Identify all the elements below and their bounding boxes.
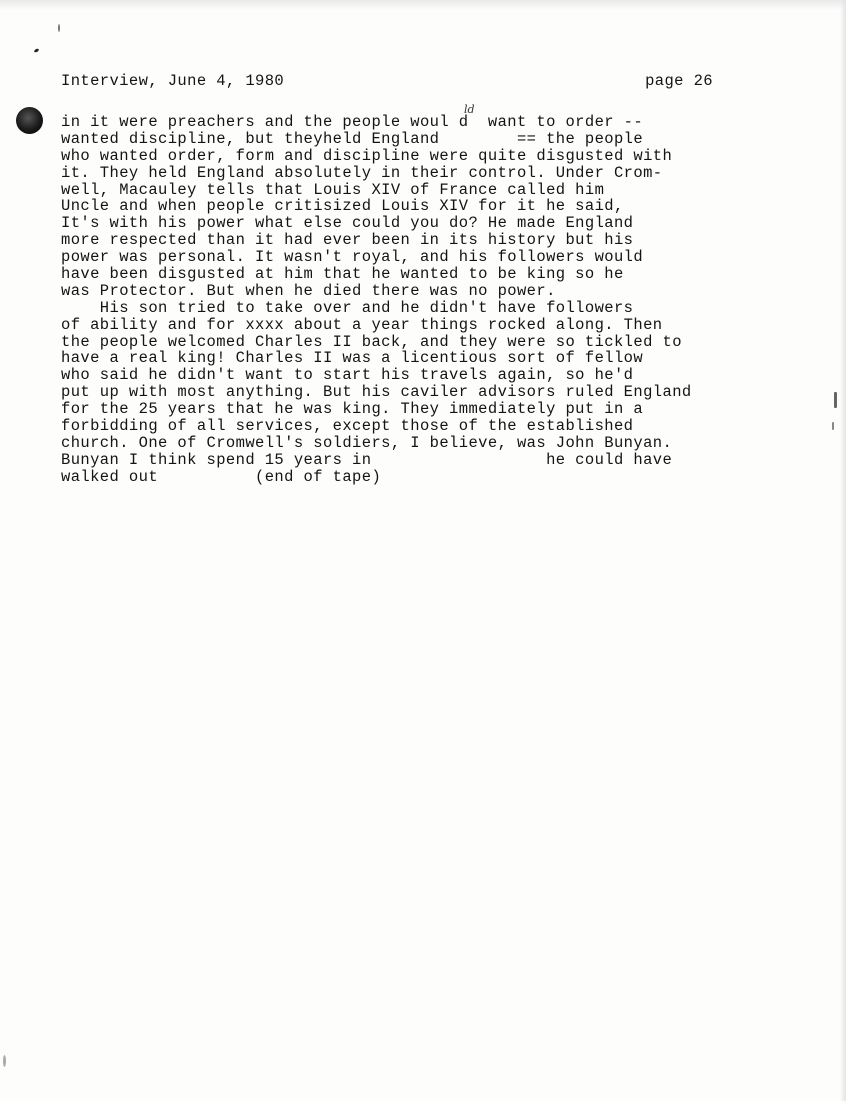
- transcript-line: who wanted order, form and discipline were quite disgusted with: [61, 146, 673, 165]
- transcript-line: it. They held England absolutely in their control. Under Crom-: [61, 163, 663, 182]
- transcript-line: in it were preachers and the people woul d want to order --: [61, 113, 644, 131]
- ink-speck: [3, 1055, 6, 1067]
- ink-speck: [58, 24, 60, 32]
- interview-date: Interview, June 4, 1980: [61, 72, 285, 90]
- transcript-line: Uncle and when people critisized Louis XIV for it he said,: [61, 197, 624, 216]
- handwritten-correction: ld: [464, 103, 475, 116]
- hole-punch-mark: [16, 107, 43, 134]
- transcript-line: was Protector. But when he died there was no power.: [61, 281, 556, 300]
- transcript-line: walked out (end of tape): [61, 467, 382, 486]
- transcript-body: [61, 114, 741, 486]
- transcript-line: have been disgusted at him that he wanted to be king so he: [61, 265, 624, 284]
- scan-edge-top: [0, 0, 846, 10]
- transcript-line: power was personal. It wasn't royal, and his followers would: [61, 248, 644, 267]
- transcript-line: more respected than it had ever been in its history but his: [61, 231, 634, 250]
- transcript-line: It's with his power what else could you do? He made England: [61, 214, 634, 233]
- scan-edge-right: [840, 0, 846, 1101]
- transcript-line: His son tried to take over and he didn't have followers: [61, 298, 634, 317]
- ink-speck: [834, 392, 837, 408]
- transcript-line: for the 25 years that he was king. They immediately put in a: [61, 400, 644, 419]
- transcript-line: of ability and for xxxx about a year things rocked along. Then: [61, 315, 663, 334]
- page-number: page 26: [645, 72, 713, 90]
- ink-speck: [34, 48, 40, 53]
- transcript-line: the people welcomed Charles II back, and they were so tickled to: [61, 332, 682, 351]
- transcript-line: church. One of Cromwell's soldiers, I believe, was John Bunyan.: [61, 433, 673, 452]
- ink-speck: [832, 422, 834, 430]
- transcript-line: put up with most anything. But his caviler advisors ruled England: [61, 383, 692, 402]
- transcript-line: Bunyan I think spend 15 years in he could have: [61, 450, 673, 469]
- transcript-line: who said he didn't want to start his travels again, so he'd: [61, 366, 634, 385]
- page-header: [61, 72, 713, 92]
- transcript-line: well, Macauley tells that Louis XIV of France called him: [61, 180, 605, 199]
- transcript-line: have a real king! Charles II was a licentious sort of fellow: [61, 349, 644, 368]
- transcript-line: wanted discipline, but theyheld England == the people: [61, 129, 644, 148]
- transcript-line: forbidding of all services, except those of the established: [61, 417, 634, 436]
